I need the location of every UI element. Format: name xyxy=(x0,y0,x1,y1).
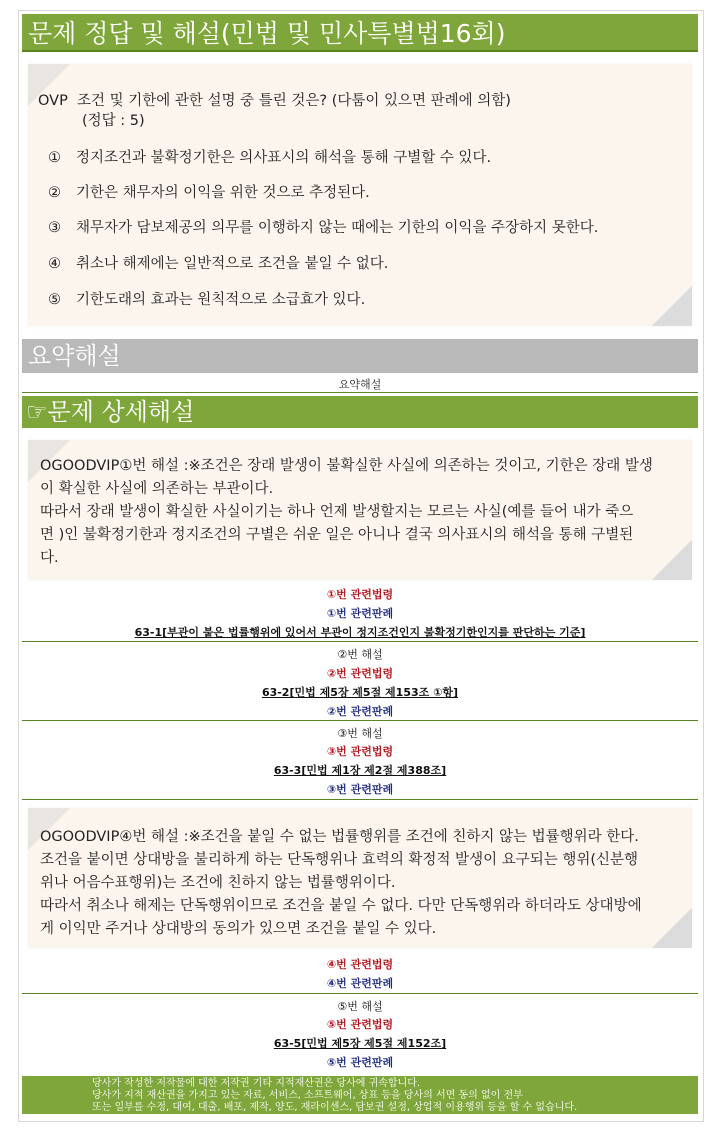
related-case-link[interactable]: ③번 관련판례 xyxy=(326,783,394,796)
related-case-link[interactable]: ①번 관련판례 xyxy=(326,607,394,620)
question-answer: (정답 : 5) xyxy=(82,113,145,129)
divider xyxy=(22,993,698,994)
related-law-link[interactable]: ③번 관련법령 xyxy=(326,745,394,758)
detail-header: ☞문제 상세해설 xyxy=(22,396,698,428)
related-case-link[interactable]: ⑤번 관련판례 xyxy=(326,1056,394,1069)
question-text xyxy=(38,89,511,110)
reference-link[interactable]: 63-3[민법 제1장 제2절 제388조] xyxy=(273,764,447,777)
copyright-footer xyxy=(22,1076,698,1114)
explanation-line: 위나 어음수표행위)는 조건에 친하지 않는 법률행위이다. xyxy=(40,875,396,891)
explanation-line: 따라서 장래 발생이 확실한 사실이기는 하나 언제 발생할지는 모르는 사실(예를 들어 내가 죽으 xyxy=(40,504,634,520)
divider xyxy=(22,720,698,721)
option-text: 정지조건과 불확정기한은 의사표시의 해석을 통해 구별할 수 있다. xyxy=(76,150,492,166)
explanation-line: 다. xyxy=(40,550,59,566)
option-number: ⑤ xyxy=(48,292,61,308)
option-number: ③ xyxy=(48,220,61,236)
explanation-4 xyxy=(40,826,690,941)
explanation-line: 면 )인 불확정기한과 정지조건의 구별은 쉬운 일은 아니나 결국 의사표시의 해석을 통해 구별된 xyxy=(40,527,634,543)
option-text: 기한도래의 효과는 원칙적으로 소급효가 있다. xyxy=(76,292,366,308)
explanation-line: 조건을 붙이면 상대방을 불리하게 하는 단독행위나 효력의 확정적 발생이 요구되는 행위(신분행 xyxy=(40,852,639,868)
explanation-line: 게 이익만 주거나 상대방의 동의가 있으면 조건을 붙일 수 있다. xyxy=(40,921,437,937)
related-law-link[interactable]: ①번 관련법령 xyxy=(326,588,394,601)
option-item xyxy=(48,252,388,273)
related-case-link[interactable]: ②번 관련판례 xyxy=(326,705,394,718)
option-item xyxy=(48,181,370,202)
option-text: 기한은 채무자의 이익을 위한 것으로 추정된다. xyxy=(76,185,370,201)
divider xyxy=(22,641,698,642)
divider xyxy=(22,799,698,800)
reference-link[interactable]: 63-2[민법 제5장 제5절 제153조 ①항] xyxy=(261,686,459,699)
explanation-link[interactable]: ③번 해설 xyxy=(337,727,383,740)
explanation-link[interactable]: ②번 해설 xyxy=(337,648,383,661)
footer-line: 당사가 지적 재산권을 가지고 있는 자료, 서비스, 소프트웨어, 상표 등을 당사의 서면 동의 없이 전부 xyxy=(92,1090,523,1101)
question-body: 조건 및 기한에 관한 설명 중 틀린 것은? (다툼이 있으면 판례에 의함) xyxy=(77,93,511,109)
footer-line: 당사가 작성한 저작물에 대한 저작권 기타 지적재산권은 당사에 귀속합니다. xyxy=(92,1078,421,1089)
summary-label: 요약해설 xyxy=(338,378,382,391)
option-text: 취소나 해제에는 일반적으로 조건을 붙일 수 없다. xyxy=(76,256,389,272)
divider xyxy=(22,392,698,393)
page-title: 문제 정답 및 해설(민법 및 민사특별법16회) xyxy=(22,14,698,52)
explanation-line: OGOODVIP④번 해설 :※조건을 붙일 수 없는 법률행위를 조건에 친하지 않는 법률행위라 한다. xyxy=(40,829,639,845)
summary-header: 요약해설 xyxy=(22,339,698,373)
explanation-line: 이 확실한 사실에 의존하는 부관이다. xyxy=(40,481,274,497)
note-corner-fold xyxy=(652,286,692,326)
option-item xyxy=(48,146,491,167)
related-law-link[interactable]: ②번 관련법령 xyxy=(326,667,394,680)
reference-link[interactable]: 63-5[민법 제5장 제5절 제152조] xyxy=(273,1037,447,1050)
explanation-line: 따라서 취소나 해제는 단독행위이므로 조건을 붙일 수 없다. 다만 단독행위라 하더라도 상대방에 xyxy=(40,898,642,914)
explanation-link[interactable]: ⑤번 해설 xyxy=(337,1000,383,1013)
related-law-link[interactable]: ④번 관련법령 xyxy=(326,958,394,971)
related-law-link[interactable]: ⑤번 관련법령 xyxy=(326,1018,394,1031)
reference-link[interactable]: 63-1[부관이 붙은 법률행위에 있어서 부관이 정지조건인지 불확정기한인지를 판단하는 기준] xyxy=(134,626,586,639)
option-number: ④ xyxy=(48,256,61,272)
option-number: ① xyxy=(48,150,61,166)
footer-line: 또는 일부를 수정, 대여, 대출, 배포, 제작, 양도, 재라이센스, 담보권 설정, 상업적 이용행위 등을 할 수 없습니다. xyxy=(92,1102,578,1113)
question-prefix: OVP xyxy=(38,93,68,109)
option-number: ② xyxy=(48,185,61,201)
option-text: 채무자가 담보제공의 의무를 이행하지 않는 때에는 기한의 이익을 주장하지 못한다. xyxy=(76,220,599,236)
explanation-line: OGOODVIP①번 해설 :※조건은 장래 발생이 불확실한 사실에 의존하는 것이고, 기한은 장래 발생 xyxy=(40,458,653,474)
option-item xyxy=(48,288,365,309)
related-case-link[interactable]: ④번 관련판례 xyxy=(326,977,394,990)
explanation-1 xyxy=(40,455,690,570)
option-item xyxy=(48,216,598,237)
